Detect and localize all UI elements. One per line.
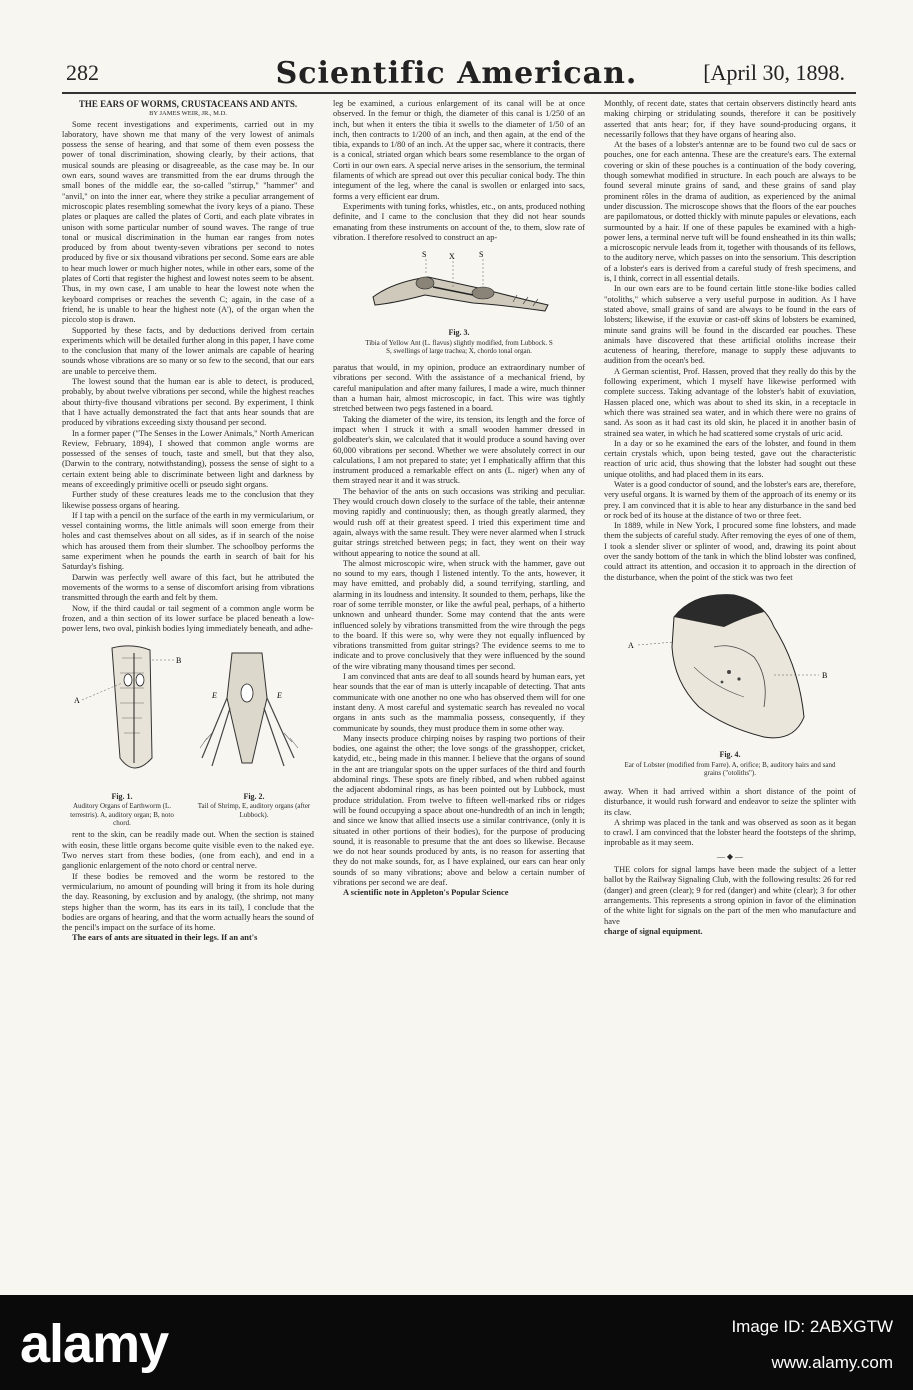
article-title: THE EARS OF WORMS, CRUSTACEANS AND ANTS. — [78, 99, 298, 109]
paragraph: Further study of these creatures leads me to the conclusion that they likewise possess organs of hearing. — [62, 490, 314, 510]
fig3-mark-x: X — [449, 252, 455, 262]
paragraph-signal-lamps: THE colors for signal lamps have been made the subject of a letter ballot by the Railway Signaling Club, with the following results: 26 for red (danger) and green (clear); 9 for red (danger) and white (clear); 3 for other arrangements. This represents a strong opinion in favor of the elimination of the white light for signals on the part of the men who manufacture and have — [604, 865, 856, 926]
figure-4-illustration — [604, 587, 856, 747]
fig2-caption: Tail of Shrimp, E, auditory organs (after Lubbock). — [197, 802, 311, 819]
figures-1-2 — [62, 638, 314, 826]
paragraph: At the bases of a lobster's antennæ are to be found two cul de sacs or pouches, one for each antenna. These are the creature's ears. The external covering or skin of these pouches is a continuation of the body covering, though somewhat modified in structure. In each pouch are always to be found several minute grains of sand, and these grains of sand play prominent rôles in the drama of audition, as experienced by the animal under discussion. The microscope shows that the floors of the ear pouches are papilomatous, or dotted thickly with minute papules or elevations, each surmounted by a hair. If one of these papules be examined with a high-power lens, a terminal nerve tuft will be found ensheathed in its thin walls; a microscopic nervule leads from it, together with thousands of its fellows, to the auditory nerve, which passes on into the sensorium. This description of a lobster's ears is derived from a careful study of fresh specimens, and is, I think, correct in all essential details. — [604, 140, 856, 284]
figure-3 — [333, 247, 585, 359]
column-3 — [604, 99, 856, 1255]
paragraph: Darwin was perfectly well aware of this fact, but he attributed the movements of the worms to a sense of discomfort arising from vibrations transmitted through the earth and felt by them. — [62, 572, 314, 603]
paragraph: Monthly, of recent date, states that certain observers distinctly heard ants making chirping or stridulating sounds, therefore it can be positively asserted that ants hear; for, if they have sound-producing organs, it necessarily follows that they have organs of hearing also. — [604, 99, 856, 139]
fig3-mark-s-left: S — [422, 250, 427, 260]
page-number: 282 — [66, 60, 99, 85]
paragraph: rent to the skin, can be readily made out. When the section is stained with eosin, these little organs become quite visible even to the naked eye. Two nerves start from these bodies, (one from each), and end in a ganglionic enlargement of the noto chord or central nerve. — [62, 830, 314, 871]
paragraph: In 1889, while in New York, I procured some fine lobsters, and made them the subjects of careful study. After removing the eyes of one of them, I took a slender sliver or splinter of wood, and, drawing its point about over the sandy bottom of the tank in which the blind lobster was confined, could attract its attention, and occasion it to approach in the direction of the disturbance, when the point of the stick was two feet — [604, 521, 856, 582]
paragraph: If I tap with a pencil on the surface of the earth in my vermicularium, or vessel containing worms, the little animals will soon emerge from their holes and cast themselves about on all sides, as if in search of the noise which has aroused them from their slumber. The schoolboy performs the same experiment when he pounds the earth in search of bait for his Saturday's fishing. — [62, 510, 314, 572]
fig2-mark-e: E — [212, 691, 217, 701]
paragraph: In a former paper ("The Senses in the Lower Animals," North American Review, February, 1894), I showed that common angle worms are possessed of the senses of touch, taste and smell, but that they also, (Darwin to the contrary, notwithstanding), possess the sense of sight to a certain extent being able to discriminate between light and darkness by means of exceedingly primitive ocelli or pseudo sight organs. — [62, 428, 314, 489]
section-divider: — ◆ — — [716, 851, 744, 861]
paragraph-scientific-note: A scientific note in Appleton's Popular Science — [343, 888, 509, 898]
paragraph: In our own ears are to be found certain little stone-like bodies called "otoliths," which subserve a very useful purpose in audition. As I have stated above, small grains of sand are always to be found in the ears of lobsters; likewise, if the exuviæ or cast-off skins of lobsters be examined, minute sand grains will be found in the discarded ear pouches. These animals have discovered that these artificial otoliths increase their acuteness of hearing, therefore, manage to supply these adjuvants to audition from the ocean's bed. — [604, 284, 856, 366]
column-2 — [333, 99, 585, 1255]
figure-3-illustration — [333, 247, 585, 325]
image-id: Image ID: 2ABXGTW — [731, 1317, 893, 1336]
fig4-mark-a: A — [628, 640, 634, 650]
watermark-url: www.alamy.com — [771, 1353, 893, 1372]
stock-watermark-banner — [0, 1295, 913, 1390]
paragraph: Taking the diameter of the wire, its tension, its length and the force of impact when I struck it with a small wooden hammer dressed in goldbeater's skin, we calculated that it would produce a sound having over 60,000 vibrations per second. Whether we were absolutely correct in our calculations, I am not prepared to state; yet I emphatically affirm that this instrument produced a remarkable effect on ants (L. niger) when any of them strayed near it and it was struck. — [333, 414, 585, 486]
lobster-ear-illustration — [638, 595, 819, 738]
earthworm-illustration — [82, 646, 174, 768]
paragraph: If these bodies be removed and the worm be restored to the vermicularium, no amount of pounding will bring it from its hole during the day. Reasoning, by exclusion and by analogy, (the shrimp, not many steps higher than the worm, has its ears in its tail), I conclude that the bodies are organs of hearing, and that the worm actually hears the sound of the pencil's impact on the surface of its home. — [62, 871, 314, 933]
paragraph: A German scientist, Prof. Hassen, proved that they really do this by the following experiment, which I myself have likewise performed with complete success. Taking advantage of the lobster's habit of exuviation, Hassen placed one, which was about to shed its skin, in a receptacle in which there was strained sea water, and in which there were no grains of sand. As soon as it had cast its old skin, he placed it in another basin of strained sea water, in which he had scattered some crystals of uric acid. — [604, 366, 856, 438]
fig4-caption: Ear of Lobster (modified from Farre). A, orifice; B, auditory hairs and sand grains ("otoliths"). — [624, 760, 836, 778]
paragraph-signal-last: charge of signal equipment. — [604, 926, 703, 936]
figure-1-2-illustration — [62, 638, 314, 788]
masthead: Scientific American. — [275, 56, 638, 91]
column-1 — [62, 99, 314, 1255]
article-byline: BY JAMES WEIR, JR., M.D. — [149, 110, 227, 118]
ant-tibia-illustration — [373, 259, 548, 311]
header-rule — [62, 92, 856, 94]
fig3-label: Fig. 3. — [448, 328, 470, 338]
paragraph: leg be examined, a curious enlargement of its canal will be at once observed. In the femur or thigh, the diameter of this canal is 1/250 of an inch, but when it enters the tibia it swells to the diameter of 1/50 of an inch, then contracts to 1/200 of an inch, and then again, at the end of the tibia, expands to 1/80 of an inch. At the upper sac, where it contracts, there is a conical, striated organ which bears some resemblance to the organ of Corti in our own ears. A special nerve arises in the sensorium, the terminal filaments of which are spread out over this peculiar conical body. The thin integument of the leg, where the canal is swollen or enlarged into sacs, forms a very efficient ear drum. — [333, 99, 585, 201]
paragraph: Some recent investigations and experiments, carried out in my laboratory, have shown me that many of the very lowest of animals possess the sense of hearing, and that some of them even possess the power of tonal discrimination, showing clearly, by their actions, that musical sounds are pleasing or disagreeable, as the case may be. In our own ears, sound waves are transmitted from the ear drums through the small bones of the middle ear, the so-called "stirrup," "hammer" and "anvil," on into the inner ear, where they strike a peculiar arrangement of microscopic plates resembling somewhat the ivory keys of a piano. These plates or plaques are called the plates of Corti, and each plate vibrates in unison with some particular number of sound waves. The range of true tonal or musical discrimination in the human ear ranges from notes produced by from about twenty-seven vibrations per second to notes produced by five or six thousand vibrations per second. Some ears are able to hear much lower or much higher notes, while in other ears, some of the plates of Corti that register the highest and lowest notes seem to be absent. Thus, in my own case, I am unable to hear the lowest note when the keyboard comprises or reaches the seventh C; again, in the case of a friend, he is unable to hear the highest note (A'), of the organ when the piccolo stop is drawn. — [62, 119, 314, 325]
fig4-label: Fig. 4. — [719, 750, 741, 760]
alamy-logo: alamy — [20, 1314, 169, 1374]
fig1-mark-b: B — [176, 656, 182, 666]
paragraph: Water is a good conductor of sound, and the lobster's ears are, therefore, very useful organs. It is warned by them of the approach of its enemy or its prey. I am convinced that it is able to hear any disturbance in the sand bed or rock bed of its house at the distance of two or three feet. — [604, 479, 856, 520]
paragraph-ants-legs: The ears of ants are situated in their legs. If an ant's — [72, 933, 258, 943]
paragraph: Now, if the third caudal or tail segment of a common angle worm be frozen, and a thin section of its lower surface be placed beneath a low-power lens, two oval, pinkish bodies lying immediately beneath, and adhe- — [62, 603, 314, 634]
shrimp-tail-illustration — [200, 653, 298, 766]
paragraph: I am convinced that ants are deaf to all sounds heard by human ears, yet hear sounds that the ear of man is utterly incapable of detecting. That ants communicate with one another no one who has observed them will for one instant deny. A most careful and systematic search has revealed no vocal organs in ants such as the mammalia possess, consequently, if they communicate by sounds, they must produce them in some other way. — [333, 672, 585, 733]
fig3-caption: Tibia of Yellow Ant (L. flavus) slightly modified, from Lubbock. S S, swellings of large trachea; X, chordo tonal organ. — [365, 338, 553, 356]
paragraph: In a day or so he examined the ears of the lobster, and found in them certain crystals which, upon being tested, gave out the characteristic reaction of uric acid, thus showing that the lobster had sought out these unique otoliths, and had placed them in its ears. — [604, 438, 856, 479]
issue-date: [April 30, 1898. — [703, 60, 845, 85]
paragraph: The almost microscopic wire, when struck with the hammer, gave out no sound to my ears, though I listened intently. To the ants, however, it may have emitted, and probably did, a sound terrifying, startling, and alarming in its loudness and intensity. It sounded to them, perhaps, like the roar of some terrible monster, or like the awful peal, perhaps, of a hitherto unknown and unheard thunder. Some may contend that the ants were influenced solely by vibrations transmitted from the wire through the pegs to the board. If this were so, why were they not equally influenced by vibrations transmitted from guitar strings? The evidence seems to me to indicate and to prove conclusively that they were influenced by the sound of the wire vibrating many thousand times per second. — [333, 558, 585, 671]
figure-4 — [604, 587, 856, 783]
fig4-mark-b: B — [822, 670, 828, 680]
paragraph: Experiments with tuning forks, whistles, etc., on ants, produced nothing definite, and I came to the conclusion that they did not hear sounds emanating from these instruments on account of the, to them, slow rate of vibration. I therefore resolved to construct an ap- — [333, 201, 585, 242]
paragraph: away. When it had arrived within a short distance of the point of disturbance, it would rush forward and endeavor to seize the splinter with its claw. — [604, 786, 856, 817]
paragraph: The behavior of the ants on such occasions was striking and peculiar. They would crouch down closely to the surface of the table, their antennæ moving rapidly and continuously; then, as though greatly alarmed, they would rush off at their greatest speed. I tried this experiment time and again, always with the same result. They were never alarmed when I struck guitar strings stretched between pegs; in fact, they went on their way without appearing to notice the sound at all. — [333, 486, 585, 558]
paragraph: Supported by these facts, and by deductions derived from certain experiments which will be detailed further along in this paper, I have come to the conclusion that many of the lower animals are capable of hearing sounds whose vibrations are so many or so few to the second, that our ears are unable to perceive them. — [62, 325, 314, 376]
fig1-mark-a: A — [74, 696, 80, 706]
fig2-label: Fig. 2. — [243, 791, 265, 801]
fig1-caption: Auditory Organs of Earthworm (L. terrestris). A, auditory organ; B, noto chord. — [70, 802, 174, 828]
fig1-label: Fig. 1. — [111, 791, 133, 801]
paragraph: A shrimp was placed in the tank and was observed as soon as it began to crawl. I am convinced that the lobster heard the footsteps of the shrimp, inprobable as it may seem. — [604, 817, 856, 848]
paragraph: paratus that would, in my opinion, produce an extraordinary number of vibrations per second. With the assistance of a mechanical friend, by careful manipulation and after many failures, I made a wire, much thinner than a human hair, almost microscopic, in fact. This wire was tightly stretched between two pegs fastened in a board. — [333, 363, 585, 414]
fig2-mark-e-right: E — [277, 691, 282, 701]
paragraph: The lowest sound that the human ear is able to detect, is produced, probably, by about twelve vibrations per second, while the highest reaches about thirty-five thousand vibrations per second. By experiment, I think that I have actually demonstrated the fact that ants hear sounds that are produced by vibrations exceeding sixty thousand per second. — [62, 377, 314, 428]
paragraph: Many insects produce chirping noises by rasping two portions of their bodies, one against the other; the love songs of the grasshopper, cricket, katydid, etc., being made in this manner. I believe that the organs of sound in the ant are triangular spots on the upper surfaces of the third and fourth abdominal rings. These spots are finely ribbed, and when rubbed against the adjacent abdominal rings, as has been pointed out by Lubbock, must produce stridulation. From twelve to fifteen well-marked ribs or ridges will be found occupying a space about one-hundredth of an inch in length; and since we know that allied insects use a similar contrivance, (only it is situated in other portions of their bodies), for the purpose of producing sound, it is reasonable to presume that the ant does so likewise. Because we do not hear sounds produced by ants, is no reason for asserting that they do not make sounds, for, as I have explained, our ears can hear only sounds of so many vibrations; above and below a certain number of vibrations per second we are deaf. — [333, 733, 585, 887]
fig3-mark-s-right: S — [479, 250, 484, 260]
